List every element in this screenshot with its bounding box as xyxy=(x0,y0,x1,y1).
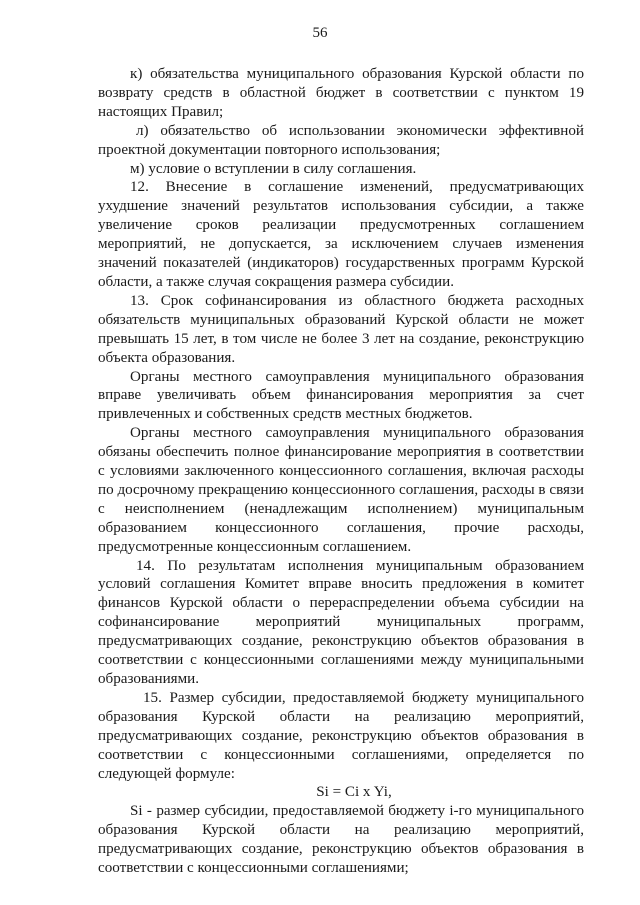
formula-definition-si: Si - размер субсидии, предоставляемой бюджету i-го муниципального образования Курской области на реализацию мероприятий, предусматривающих создание, реконструкцию объектов образования в соответствии с концессионными соглашениями; xyxy=(98,803,584,877)
paragraph-14: 14. По результатам исполнения муниципальным образованием условий соглашения Комитет вправе вносить предложения в комитет финансов Курской области о перераспределении объема субсидии на софинансирование мероприятий муниципальных программ, предусматривающих создание, реконструкцию объектов образования в соответствии с концессионными соглашениями между муниципальными образованиями. xyxy=(98,557,584,687)
paragraph-13: 13. Срок софинансирования из областного бюджета расходных обязательств муниципальных образований Курской области не может превышать 15 лет, в том числе не более 3 лет на создание, реконструкцию объекта образования. xyxy=(98,292,584,366)
paragraph-local-authorities-obliged: Органы местного самоуправления муниципального образования обязаны обеспечить полное финансирование мероприятия в соответствии с условиями заключенного концессионного соглашения, включая расходы по досрочному прекращению концессионного соглашения, расходы в связи с неисполнением (ненадлежащим исполнением) муниципальным образованием концессионного соглашения, прочие расходы, предусмотренные концессионным соглашением. xyxy=(98,425,584,555)
paragraph-12: 12. Внесение в соглашение изменений, предусматривающих ухудшение значений результатов использования субсидии, а также увеличение сроков реализации предусмотренных соглашением мероприятий, не допускается, за исключением случаев изменения значений показателей (индикаторов) государственных программ Курской области, а также случая сокращения размера субсидии. xyxy=(98,179,584,290)
clause-m: м) условие о вступлении в силу соглашения. xyxy=(130,160,417,177)
page-number: 56 xyxy=(312,25,328,41)
clause-k: к) обязательства муниципального образования Курской области по возврату средств в областной бюджет в соответствии с пунктом 19 настоящих Правил; xyxy=(98,66,584,120)
paragraph-local-authorities-increase: Органы местного самоуправления муниципального образования вправе увеличивать объем финансирования мероприятия за счет привлеченных и собственных средств местных бюджетов. xyxy=(98,368,584,423)
subsidy-formula: Si = Ci x Yi, xyxy=(316,784,392,801)
clause-l: л) обязательство об использовании экономически эффективной проектной документации повторного использования; xyxy=(98,122,584,158)
document-body xyxy=(98,65,584,878)
paragraph-15: 15. Размер субсидии, предоставляемой бюджету муниципального образования Курской области на реализацию мероприятий, предусматривающих создание, реконструкцию объектов образования в соответствии с концессионными соглашениями, определяется по следующей формуле: xyxy=(98,689,584,782)
